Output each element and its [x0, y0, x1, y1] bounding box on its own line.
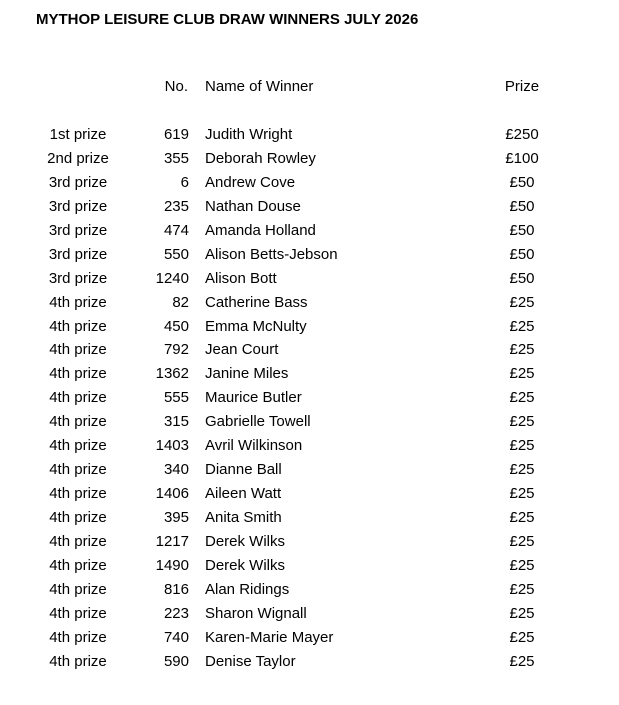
prize-place: 3rd prize [48, 245, 108, 263]
table-row [0, 410, 619, 434]
ticket-number: 1490 [155, 556, 189, 574]
prize-place: 1st prize [49, 126, 107, 143]
prize-place: 4th prize [49, 509, 107, 526]
table-row [0, 578, 619, 602]
ticket-number: 6 [180, 173, 189, 191]
winner-name: Judith Wright [205, 126, 293, 143]
ticket-number: 619 [163, 126, 189, 143]
prize-place: 3rd prize [48, 269, 108, 287]
prize-amount: £25 [509, 437, 535, 455]
prize-place: 4th prize [49, 293, 107, 311]
winner-name: Karen-Marie Mayer [205, 628, 334, 646]
prize-place: 4th prize [49, 556, 107, 574]
prize-amount: £25 [509, 485, 535, 503]
prize-amount: £50 [509, 173, 535, 191]
prize-amount: £25 [509, 556, 535, 574]
winner-name: Andrew Cove [205, 173, 296, 191]
prize-amount: £25 [509, 652, 535, 670]
winner-name: Alison Bott [205, 269, 277, 287]
ticket-number: 395 [163, 509, 189, 526]
prize-place: 3rd prize [48, 173, 108, 191]
prize-amount: £50 [509, 245, 535, 263]
prize-place: 4th prize [49, 628, 107, 646]
ticket-number: 355 [163, 149, 189, 167]
prize-place: 3rd prize [48, 221, 108, 239]
table-row [0, 482, 619, 506]
winner-name: Avril Wilkinson [205, 437, 303, 455]
table-row [0, 243, 619, 267]
table-row [0, 291, 619, 315]
prize-amount: £25 [509, 365, 535, 383]
prize-amount: £25 [509, 389, 535, 407]
winner-name: Denise Taylor [205, 652, 296, 670]
winner-name: Jean Court [205, 341, 279, 359]
prize-place: 4th prize [49, 437, 107, 455]
prize-place: 4th prize [49, 461, 107, 479]
ticket-number: 1217 [155, 532, 189, 550]
table-row [0, 171, 619, 195]
ticket-number: 82 [172, 293, 189, 311]
ticket-number: 590 [163, 652, 189, 670]
winner-name: Amanda Holland [205, 221, 316, 239]
prize-amount: £25 [509, 293, 535, 311]
prize-place: 4th prize [49, 652, 107, 670]
ticket-number: 816 [163, 580, 189, 598]
prize-amount: £25 [509, 580, 535, 598]
table-row [0, 147, 619, 171]
table-row [0, 123, 619, 147]
ticket-number: 792 [163, 341, 189, 359]
table-row [0, 219, 619, 243]
table-row [0, 267, 619, 291]
winner-name: Sharon Wignall [205, 604, 307, 622]
prize-place: 4th prize [49, 580, 107, 598]
winner-name: Anita Smith [205, 509, 282, 526]
prize-place: 4th prize [49, 413, 107, 431]
prize-place: 2nd prize [47, 149, 109, 167]
prize-amount: £50 [509, 269, 535, 287]
prize-place: 4th prize [49, 365, 107, 383]
table-row [0, 386, 619, 410]
table-row [0, 650, 619, 674]
prize-place: 4th prize [49, 317, 107, 335]
prize-amount: £25 [509, 461, 535, 479]
winner-name: Dianne Ball [205, 461, 282, 479]
winner-name: Alan Ridings [205, 580, 290, 598]
prize-amount: £25 [509, 509, 535, 526]
table-row [0, 626, 619, 650]
winner-name: Derek Wilks [205, 556, 286, 574]
ticket-number: 555 [163, 389, 189, 407]
ticket-number: 474 [163, 221, 189, 239]
table-row [0, 530, 619, 554]
table-row [0, 434, 619, 458]
winner-name: Nathan Douse [205, 197, 301, 215]
column-header-name: Name of Winner [205, 78, 314, 95]
prize-amount: £250 [505, 126, 539, 143]
winner-name: Deborah Rowley [205, 149, 316, 167]
prize-place: 3rd prize [48, 197, 108, 215]
prize-amount: £25 [509, 604, 535, 622]
page-title: MYTHOP LEISURE CLUB DRAW WINNERS JULY 2026 [36, 11, 419, 28]
winner-name: Gabrielle Towell [205, 413, 311, 431]
winner-name: Catherine Bass [205, 293, 308, 311]
table-row [0, 338, 619, 362]
prize-amount: £25 [509, 628, 535, 646]
prize-amount: £25 [509, 413, 535, 431]
prize-amount: £25 [509, 341, 535, 359]
prize-amount: £50 [509, 221, 535, 239]
ticket-number: 223 [163, 604, 189, 622]
ticket-number: 450 [163, 317, 189, 335]
column-header-number: No. [164, 78, 188, 95]
table-row [0, 602, 619, 626]
winner-name: Alison Betts-Jebson [205, 245, 338, 263]
ticket-number: 235 [163, 197, 189, 215]
prize-amount: £25 [509, 317, 535, 335]
prize-amount: £100 [505, 149, 539, 167]
ticket-number: 1240 [155, 269, 189, 287]
prize-place: 4th prize [49, 389, 107, 407]
table-row [0, 458, 619, 482]
winners-table [0, 123, 619, 674]
winner-name: Janine Miles [205, 365, 289, 383]
prize-amount: £50 [509, 197, 535, 215]
ticket-number: 1362 [155, 365, 189, 383]
table-row [0, 195, 619, 219]
prize-amount: £25 [509, 532, 535, 550]
table-row [0, 315, 619, 339]
ticket-number: 1403 [155, 437, 189, 455]
ticket-number: 1406 [155, 485, 189, 503]
prize-place: 4th prize [49, 532, 107, 550]
winner-name: Emma McNulty [205, 317, 307, 335]
winner-name: Aileen Watt [205, 485, 282, 503]
ticket-number: 550 [163, 245, 189, 263]
ticket-number: 740 [163, 628, 189, 646]
table-row [0, 506, 619, 530]
prize-place: 4th prize [49, 341, 107, 359]
table-row [0, 362, 619, 386]
winner-name: Maurice Butler [205, 389, 302, 407]
winner-name: Derek Wilks [205, 532, 286, 550]
prize-place: 4th prize [49, 485, 107, 503]
prize-place: 4th prize [49, 604, 107, 622]
table-row [0, 554, 619, 578]
column-header-prize: Prize [504, 78, 540, 95]
ticket-number: 315 [163, 413, 189, 431]
ticket-number: 340 [163, 461, 189, 479]
